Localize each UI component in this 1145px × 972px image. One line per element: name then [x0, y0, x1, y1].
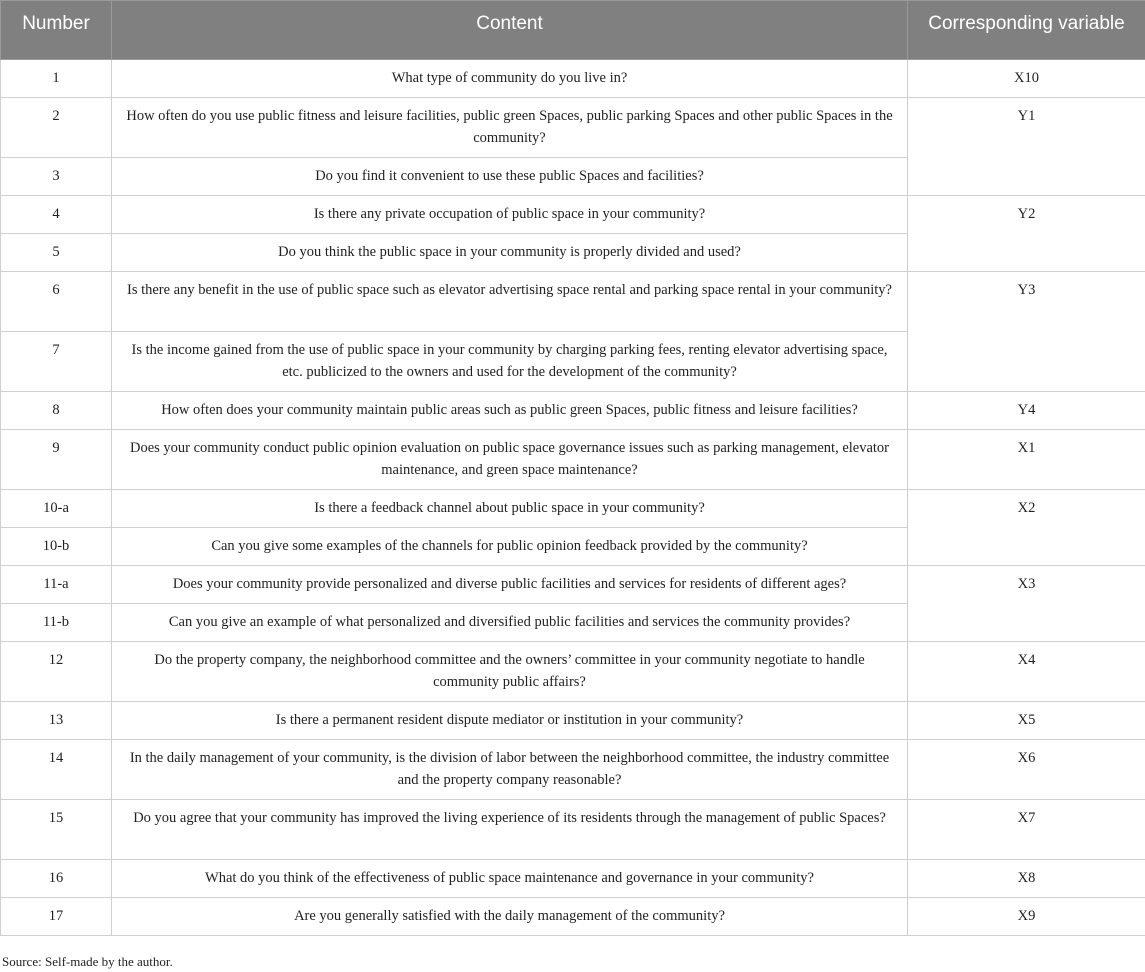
- row-content: Do the property company, the neighborhood committee and the owners’ committee in your community negotiate to handle community public affairs?: [112, 642, 908, 702]
- row-variable: Y3: [908, 272, 1145, 392]
- table-row: [1, 196, 1145, 234]
- row-variable: X7: [908, 800, 1145, 860]
- table-row: [1, 898, 1145, 936]
- table-row: [1, 60, 1145, 98]
- row-content: Does your community provide personalized and diverse public facilities and services for residents of different ages?: [112, 566, 908, 604]
- row-variable: X3: [908, 566, 1145, 642]
- row-content: Do you think the public space in your community is properly divided and used?: [112, 234, 908, 272]
- row-number: 17: [1, 898, 112, 936]
- row-content: Is there any benefit in the use of public space such as elevator advertising space rental and parking space rental in your community?: [112, 272, 908, 332]
- source-note: Source: Self-made by the author.: [2, 954, 173, 969]
- row-number: 13: [1, 702, 112, 740]
- row-number: 6: [1, 272, 112, 332]
- table-row: [1, 490, 1145, 528]
- row-number: 11-a: [1, 566, 112, 604]
- row-number: 10-a: [1, 490, 112, 528]
- table-row: [1, 392, 1145, 430]
- row-number: 12: [1, 642, 112, 702]
- row-variable: X9: [908, 898, 1145, 936]
- row-number: 4: [1, 196, 112, 234]
- row-content: Can you give some examples of the channels for public opinion feedback provided by the community?: [112, 528, 908, 566]
- row-number: 11-b: [1, 604, 112, 642]
- table-row: [1, 642, 1145, 702]
- row-variable: X2: [908, 490, 1145, 566]
- row-content: Are you generally satisfied with the daily management of the community?: [112, 898, 908, 936]
- row-content: In the daily management of your community, is the division of labor between the neighborhood committee, the industry committee and the property company reasonable?: [112, 740, 908, 800]
- table-row: [1, 430, 1145, 490]
- table-row: [1, 800, 1145, 860]
- row-variable: X1: [908, 430, 1145, 490]
- header-corresponding-variable: Corresponding variable: [908, 1, 1145, 60]
- header-content: Content: [112, 1, 908, 60]
- table-row: [1, 272, 1145, 332]
- row-variable: Y2: [908, 196, 1145, 272]
- row-number: 9: [1, 430, 112, 490]
- row-content: Is the income gained from the use of public space in your community by charging parking fees, renting elevator advertising space, etc. publicized to the owners and used for the development of the community?: [112, 332, 908, 392]
- row-number: 2: [1, 98, 112, 158]
- row-variable: X10: [908, 60, 1145, 98]
- row-number: 16: [1, 860, 112, 898]
- row-variable: X6: [908, 740, 1145, 800]
- row-content: What do you think of the effectiveness of public space maintenance and governance in your community?: [112, 860, 908, 898]
- row-content: Is there a permanent resident dispute mediator or institution in your community?: [112, 702, 908, 740]
- header-number: Number: [1, 1, 112, 60]
- row-content: Do you find it convenient to use these public Spaces and facilities?: [112, 158, 908, 196]
- row-content: Do you agree that your community has improved the living experience of its residents through the management of public Spaces?: [112, 800, 908, 860]
- row-content: Is there a feedback channel about public space in your community?: [112, 490, 908, 528]
- row-variable: Y4: [908, 392, 1145, 430]
- row-content: How often does your community maintain public areas such as public green Spaces, public fitness and leisure facilities?: [112, 392, 908, 430]
- row-variable: Y1: [908, 98, 1145, 196]
- row-number: 5: [1, 234, 112, 272]
- row-number: 14: [1, 740, 112, 800]
- table-row: [1, 702, 1145, 740]
- table-header-row: [1, 1, 1145, 60]
- row-number: 10-b: [1, 528, 112, 566]
- table-row: [1, 566, 1145, 604]
- row-number: 15: [1, 800, 112, 860]
- row-content: Does your community conduct public opinion evaluation on public space governance issues such as parking management, elevator maintenance, and green space maintenance?: [112, 430, 908, 490]
- row-content: Can you give an example of what personalized and diversified public facilities and services the community provides?: [112, 604, 908, 642]
- table-row: [1, 98, 1145, 158]
- row-number: 1: [1, 60, 112, 98]
- row-content: What type of community do you live in?: [112, 60, 908, 98]
- row-content: How often do you use public fitness and leisure facilities, public green Spaces, public parking Spaces and other public Spaces in the community?: [112, 98, 908, 158]
- row-number: 3: [1, 158, 112, 196]
- row-number: 8: [1, 392, 112, 430]
- table-row: [1, 740, 1145, 800]
- row-variable: X5: [908, 702, 1145, 740]
- table-row: [1, 860, 1145, 898]
- row-number: 7: [1, 332, 112, 392]
- row-variable: X4: [908, 642, 1145, 702]
- row-variable: X8: [908, 860, 1145, 898]
- row-content: Is there any private occupation of public space in your community?: [112, 196, 908, 234]
